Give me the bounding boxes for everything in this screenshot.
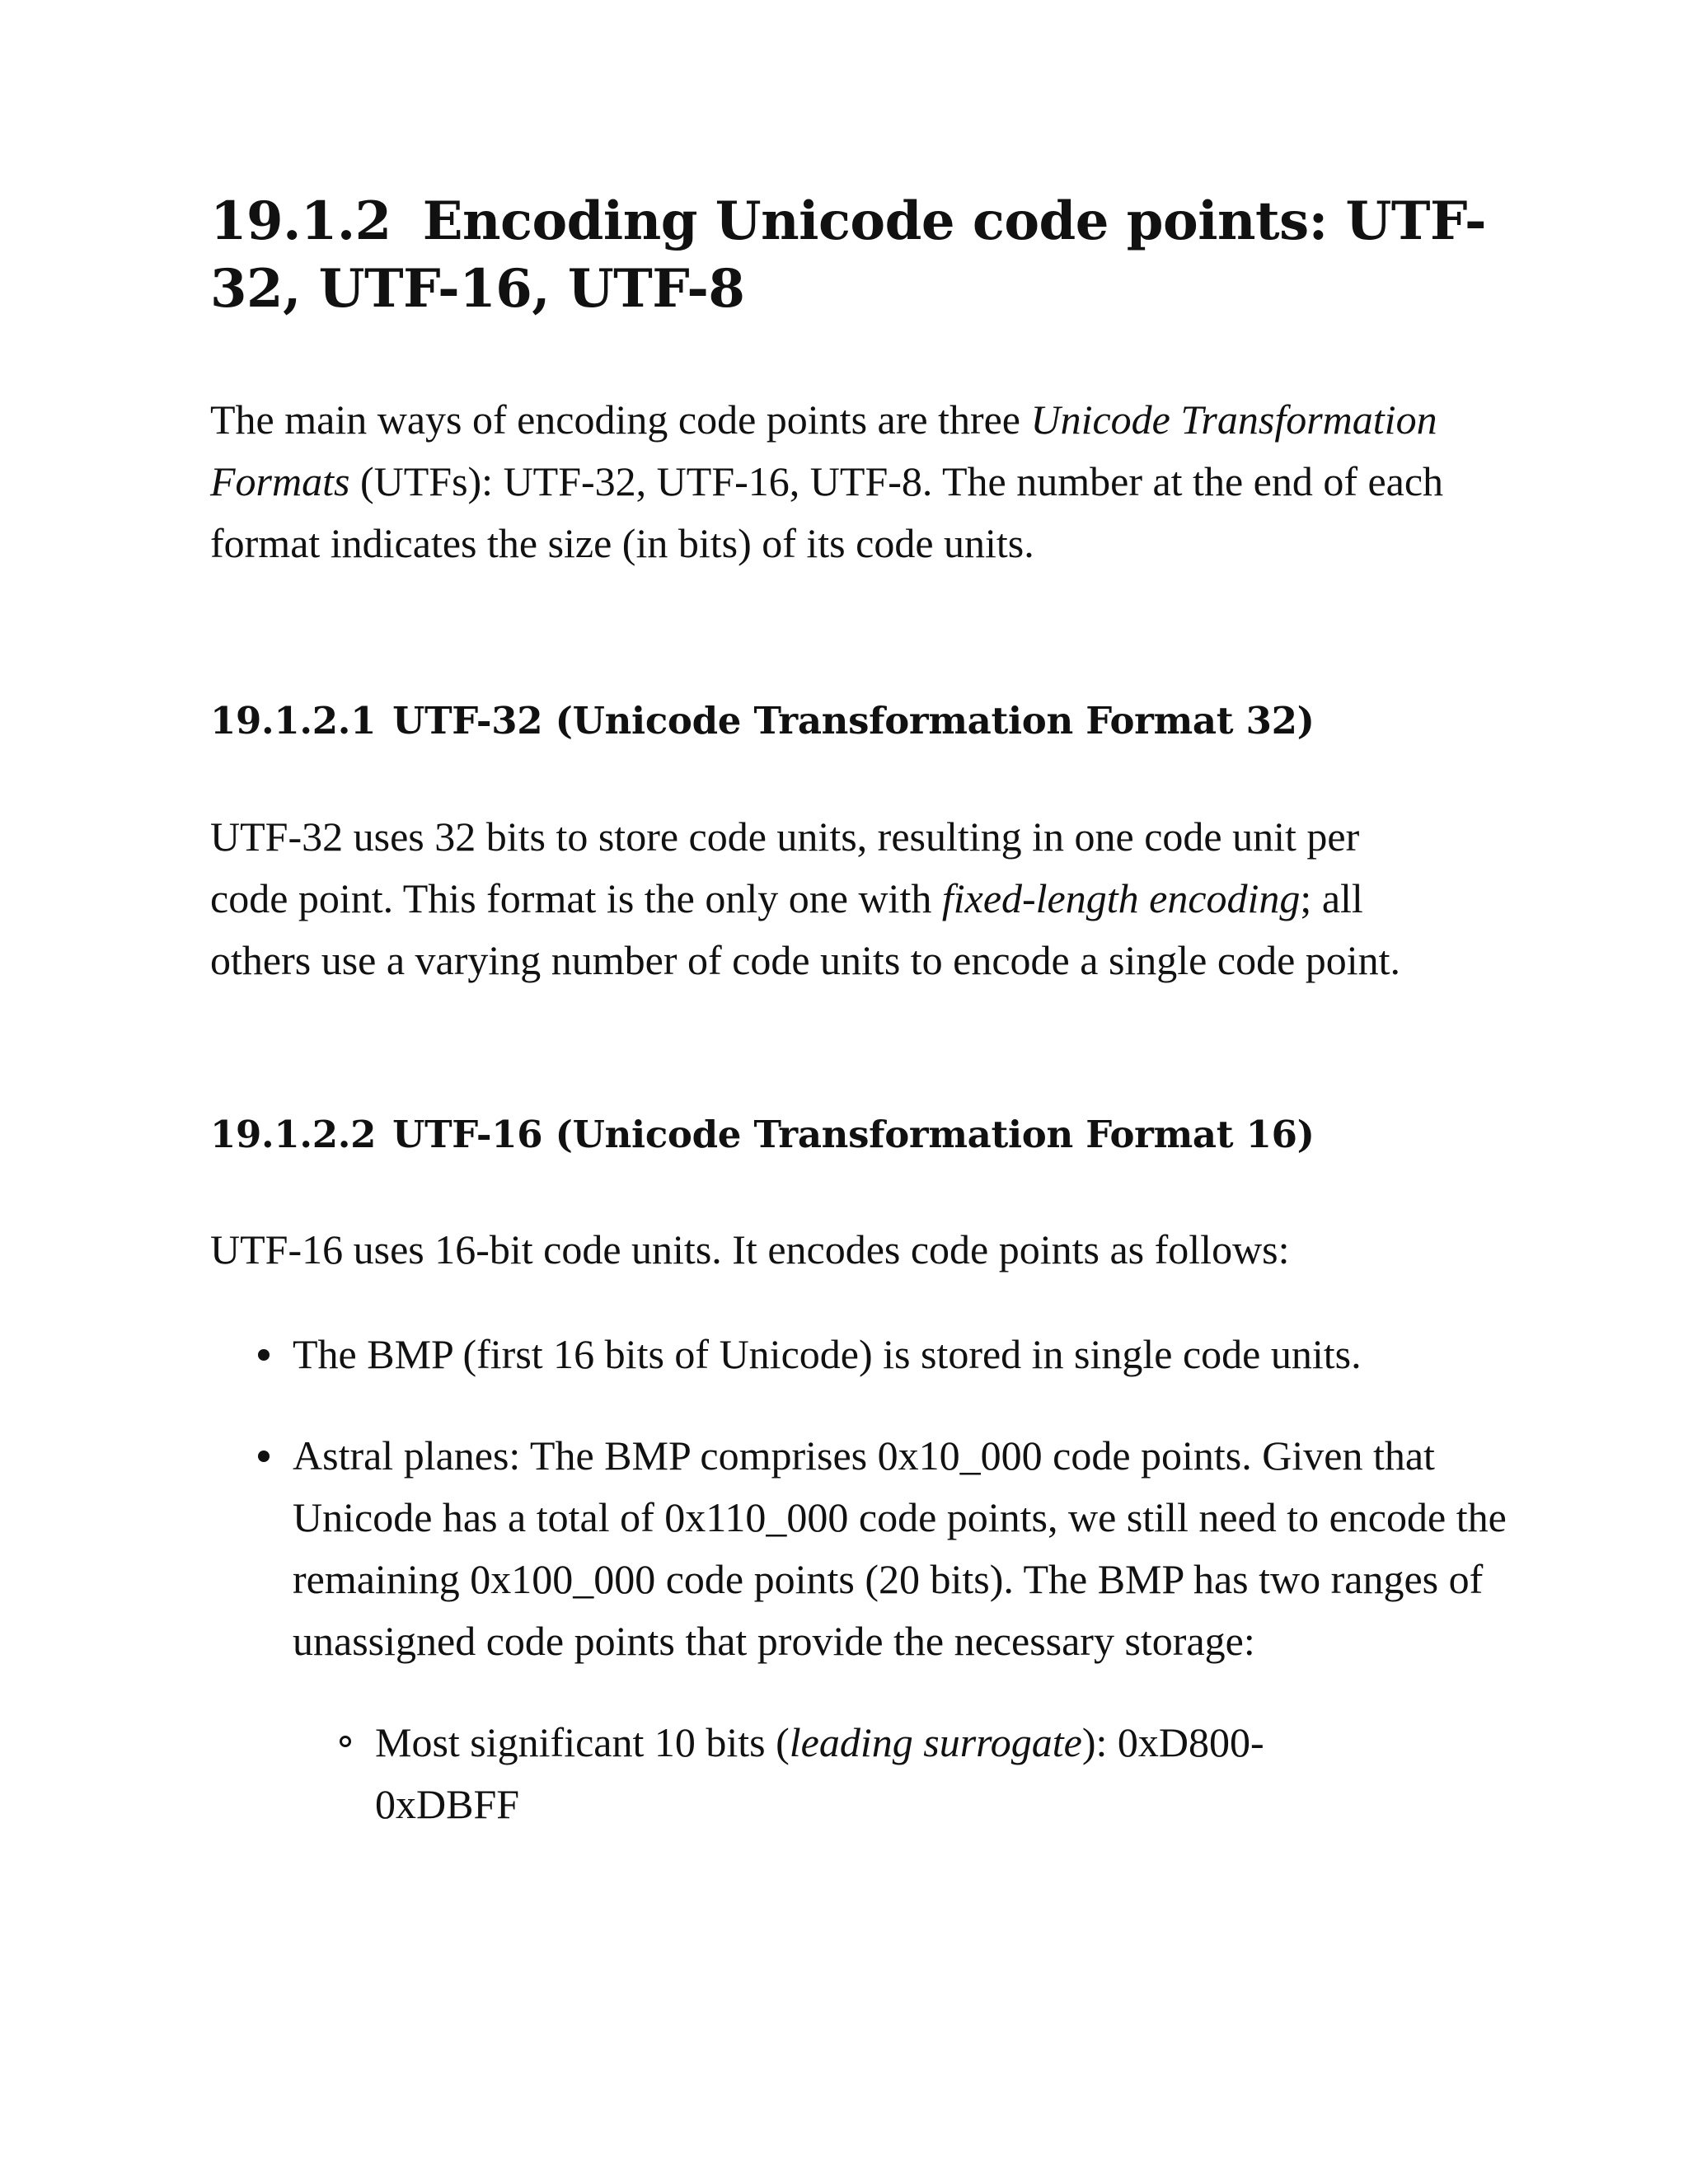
utf16-bullet-list [293,1324,1529,1875]
section-number: 19.1.2 [210,190,392,252]
list-item [293,1425,1529,1835]
intro-text-1: The main ways of encoding code points are three [210,396,1031,443]
bullet-disc-icon [258,1451,270,1462]
section-title: Encoding Unicode code points: UTF-32, UTF-16, UTF-8 [210,190,1487,320]
bullet-disc-icon [258,1349,270,1361]
list-item-text: The BMP (first 16 bits of Unicode) is stored in single code units. [293,1331,1362,1377]
intro-emphasis: Unicode Transformation Formats [210,396,1437,504]
bullet-circle-icon [340,1736,351,1747]
sub-item-text-1: Most significant 10 bits ( [375,1719,790,1765]
sub-item-emphasis: leading surrogate [789,1719,1082,1765]
intro-paragraph [210,389,1447,574]
sub-item-text-2: ): 0xD800-0xDBFF [375,1719,1264,1827]
utf32-text-2: ; all others use a varying number of code units to encode a single code point. [210,875,1401,983]
section-heading [210,188,1496,323]
utf32-title: UTF-32 (Unicode Transformation Format 32) [392,699,1315,743]
utf32-number: 19.1.2.1 [210,699,377,743]
sub-bullet-list [375,1712,1364,1835]
utf32-emphasis: fixed-length encoding [941,875,1301,921]
utf32-heading [210,696,1315,746]
list-item-text: Astral planes: The BMP comprises 0x10_000 code points. Given that Unicode has a total of 0x110_000 code points, we still need to encode the remaining 0x100_000 code points (20 bits). The BMP has two ranges of unassigned code points that provide the necessary storage: [293,1432,1507,1664]
utf16-title: UTF-16 (Unicode Transformation Format 16) [392,1113,1315,1156]
utf16-heading [210,1110,1315,1160]
utf16-intro: UTF-16 uses 16-bit code units. It encodes code points as follows: [210,1226,1290,1272]
intro-text-2: (UTFs): UTF-32, UTF-16, UTF-8. The number at the end of each format indicates the size (in bits) of its code units. [210,458,1444,566]
utf32-paragraph [210,806,1447,991]
sub-list-item [375,1712,1364,1835]
utf16-number: 19.1.2.2 [210,1113,377,1156]
list-item [293,1324,1529,1385]
utf32-text-1: UTF-32 uses 32 bits to store code units, resulting in one code unit per code point. This format is the only one with [210,813,1360,921]
